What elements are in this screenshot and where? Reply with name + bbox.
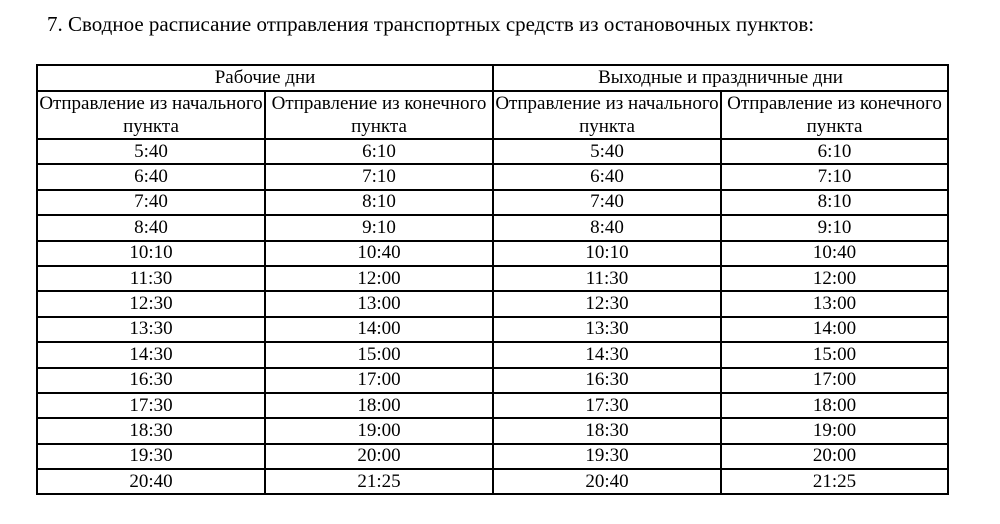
schedule-body [37,139,948,494]
group-header-workdays: Рабочие дни [37,65,493,91]
table-row [37,317,948,342]
column-header-row [37,91,948,139]
column-header: Отправление из конечного пункта [721,91,948,139]
table-cell: 20:00 [721,444,948,469]
table-row [37,164,948,189]
table-cell: 20:00 [265,444,493,469]
table-cell: 11:30 [37,266,265,291]
group-header-weekends: Выходные и праздничные дни [493,65,948,91]
table-cell: 8:10 [721,190,948,215]
column-header: Отправление из конечного пункта [265,91,493,139]
table-cell: 17:00 [721,368,948,393]
table-cell: 16:30 [493,368,721,393]
table-cell: 14:30 [37,342,265,367]
table-cell: 5:40 [493,139,721,164]
table-cell: 8:10 [265,190,493,215]
table-cell: 5:40 [37,139,265,164]
table-cell: 6:40 [37,164,265,189]
table-cell: 14:00 [265,317,493,342]
table-cell: 12:00 [265,266,493,291]
table-cell: 13:30 [493,317,721,342]
table-cell: 15:00 [721,342,948,367]
table-row [37,139,948,164]
table-cell: 14:30 [493,342,721,367]
table-cell: 10:10 [493,241,721,266]
table-cell: 11:30 [493,266,721,291]
column-header: Отправление из начального пункта [37,91,265,139]
table-row [37,342,948,367]
table-row [37,266,948,291]
table-cell: 13:00 [265,291,493,316]
group-header-row [37,65,948,91]
table-cell: 8:40 [37,215,265,240]
table-cell: 6:40 [493,164,721,189]
table-cell: 18:30 [37,418,265,443]
table-cell: 17:30 [493,393,721,418]
table-cell: 19:30 [493,444,721,469]
table-cell: 8:40 [493,215,721,240]
table-row [37,291,948,316]
table-cell: 12:30 [493,291,721,316]
table-cell: 21:25 [721,469,948,494]
table-cell: 12:30 [37,291,265,316]
table-cell: 6:10 [721,139,948,164]
table-cell: 6:10 [265,139,493,164]
table-row [37,215,948,240]
schedule-table [36,64,949,495]
table-cell: 20:40 [493,469,721,494]
table-cell: 7:40 [37,190,265,215]
table-cell: 21:25 [265,469,493,494]
table-cell: 10:40 [721,241,948,266]
table-row [37,444,948,469]
table-cell: 17:30 [37,393,265,418]
table-cell: 18:00 [721,393,948,418]
table-cell: 19:00 [265,418,493,443]
section-heading: 7. Сводное расписание отправления транспортных средств из остановочных пунктов: [47,12,815,36]
table-cell: 17:00 [265,368,493,393]
table-cell: 16:30 [37,368,265,393]
table-row [37,418,948,443]
table-cell: 13:00 [721,291,948,316]
table-row [37,469,948,494]
column-header: Отправление из начального пункта [493,91,721,139]
table-row [37,241,948,266]
table-cell: 18:30 [493,418,721,443]
table-cell: 14:00 [721,317,948,342]
table-cell: 12:00 [721,266,948,291]
table-row [37,190,948,215]
table-cell: 19:00 [721,418,948,443]
table-cell: 10:40 [265,241,493,266]
table-row [37,393,948,418]
table-cell: 13:30 [37,317,265,342]
table-cell: 19:30 [37,444,265,469]
table-row [37,368,948,393]
table-cell: 7:10 [265,164,493,189]
table-cell: 9:10 [265,215,493,240]
table-cell: 9:10 [721,215,948,240]
table-cell: 15:00 [265,342,493,367]
table-cell: 18:00 [265,393,493,418]
table-cell: 7:10 [721,164,948,189]
table-cell: 10:10 [37,241,265,266]
table-cell: 20:40 [37,469,265,494]
table-cell: 7:40 [493,190,721,215]
